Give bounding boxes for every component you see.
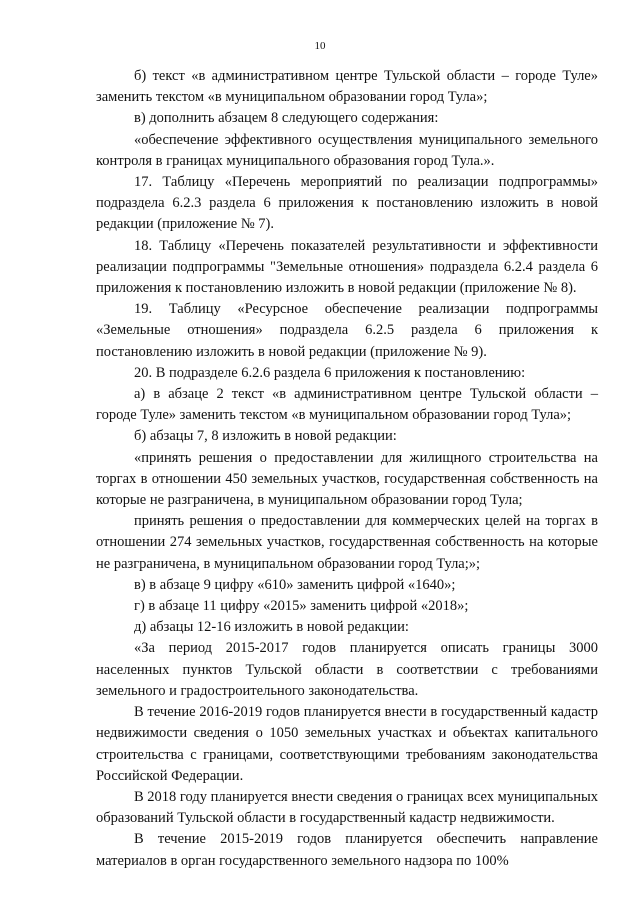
paragraph-item-18: 18. Таблицу «Перечень показателей результативности и эффективности реализации подпрограммы "Земельные отношения» подраздела 6.2.4 раздела 6 приложения к постановлению изложить в новой редакции (приложение № 8). [96,237,598,297]
paragraph-item-b-text-replace: б) текст «в административном центре Тульской области – городе Туле» заменить текстом «в муниципальном образовании город Тула»; [96,68,598,106]
paragraph-item-20-b: б) абзацы 7, 8 изложить в новой редакции: [134,428,397,445]
document-body [96,66,598,872]
paragraph-item-20-a: а) в абзаце 2 текст «в административном центре Тульской области – городе Туле» заменить текстом «в муниципальном образовании город Тула»; [96,386,598,424]
paragraph-item-19: 19. Таблицу «Ресурсное обеспечение реализации подпрограммы «Земельные отношения» подраздела 6.2.5 раздела 6 приложения к постановлению изложить в новой редакции (приложение № 9). [96,301,598,360]
paragraph-quote-cadastre-1050: В течение 2016-2019 годов планируется внести в государственный кадастр недвижимости сведения о 1050 земельных участках и объектах капитального строительства с границами, соответствующими требованиям законодательства Российской Федерации. [96,704,598,784]
paragraph-quote-housing: «принять решения о предоставлении для жилищного строительства на торгах в отношении 450 земельных участков, государственная собственность на которые не разграничена, в муниципальном образовании город Тула; [96,449,598,509]
paragraph-item-20-g: г) в абзаце 11 цифру «2015» заменить цифрой «2018»; [134,598,469,615]
paragraph-quote-borders-3000: «За период 2015-2017 годов планируется описать границы 3000 населенных пунктов Тульской области в соответствии с требованиями земельного и градостроительного законодательства. [96,640,598,699]
paragraph-item-17: 17. Таблицу «Перечень мероприятий по реализации подпрограммы» подраздела 6.2.3 раздела 6 приложения к постановлению изложить в новой редакции (приложение № 7). [96,174,598,233]
paragraph-item-v-add-abzac: в) дополнить абзацем 8 следующего содержания: [134,110,439,127]
paragraph-quote-commercial: принять решения о предоставлении для коммерческих целей на торгах в отношении 274 земельных участков, государственная собственность на которые не разграничена, в муниципальном образовании город Тула;»; [96,513,598,572]
page-number: 10 [314,40,326,52]
paragraph-item-20-d: д) абзацы 12-16 изложить в новой редакции: [134,619,409,636]
paragraph-quote-2015-2019-materials: В течение 2015-2019 годов планируется обеспечить направление материалов в орган государственного земельного надзора по 100% [96,831,598,869]
paragraph-quote-2018-borders: В 2018 году планируется внести сведения о границах всех муниципальных образований Тульской области в государственный кадастр недвижимости. [96,788,598,827]
paragraph-item-20: 20. В подразделе 6.2.6 раздела 6 приложения к постановлению: [134,364,526,381]
paragraph-quote-land-control: «обеспечение эффективного осуществления муниципального земельного контроля в границах муниципального образования город Тула.». [96,131,598,169]
paragraph-item-20-v: в) в абзаце 9 цифру «610» заменить цифрой «1640»; [134,576,456,593]
